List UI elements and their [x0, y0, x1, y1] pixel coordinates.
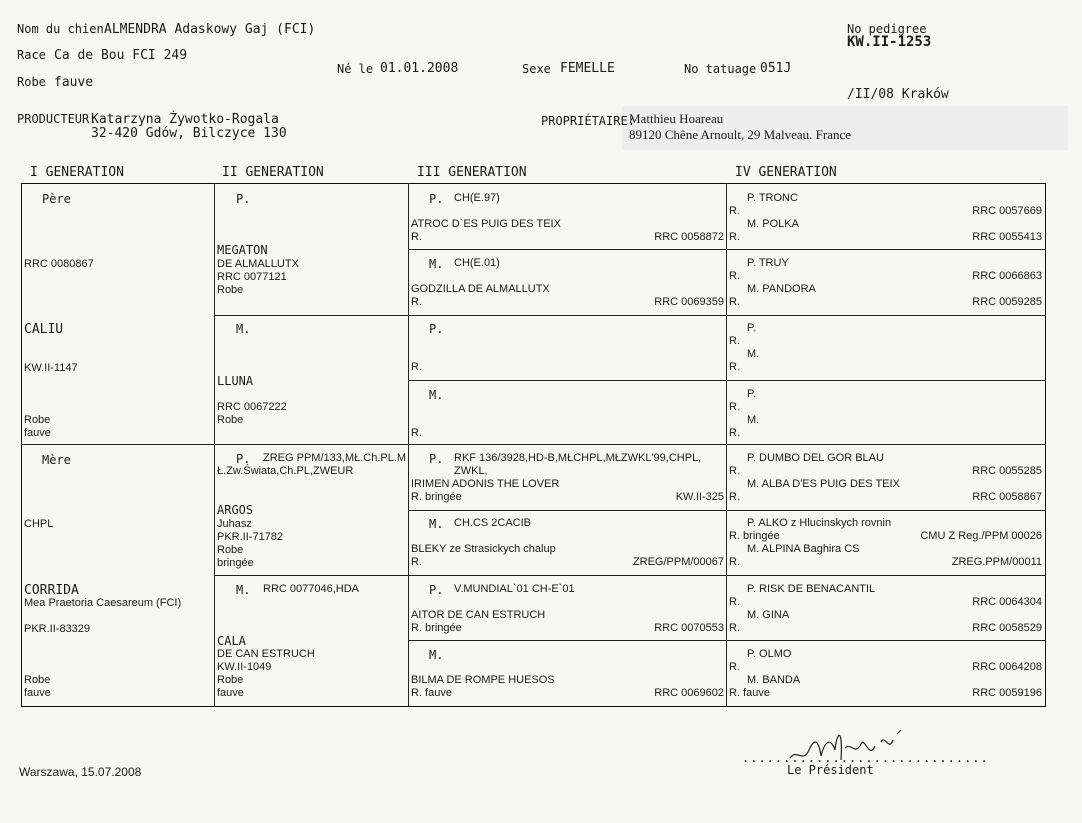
g2-p1-name2: DE ALMALLUTX [217, 258, 299, 270]
dam-color: fauve [24, 687, 51, 699]
coat-label: Robe [17, 75, 46, 89]
pedigree-label: No pedigree [847, 22, 927, 36]
g4-4-sire: P. DUMBO DEL GOR BLAU [747, 452, 884, 464]
row-divider-gen3-5 [408, 510, 1045, 511]
g2-m2-titles: RRC 0077046,HDA [263, 583, 359, 595]
g2-p2-reg: PKR.II-71782 [217, 531, 284, 543]
g2-p2-color: bringée [217, 557, 254, 569]
sire-robe: Robe [24, 414, 51, 426]
g2-m1-prefix: M. [236, 322, 251, 336]
g3-7-robe: R. fauve [411, 687, 452, 699]
signature-dotted-line: .............................. [742, 751, 989, 765]
dam-number: PKR.II-83329 [24, 623, 91, 635]
gen2-heading: II GENERATION [222, 165, 324, 180]
g2-m2-color: fauve [217, 687, 244, 699]
dam-robe: Robe [24, 674, 51, 686]
g4-7-sire-reg: RRC 0064208 [972, 661, 1042, 673]
g2-m2-name2: DE CAN ESTRUCH [217, 648, 315, 660]
sex-label: Sexe [522, 62, 551, 76]
gen1-heading: I GENERATION [30, 165, 124, 180]
g4-0-dam-reg: RRC 0055413 [972, 231, 1042, 243]
g4-1-sire-reg: RRC 0066863 [972, 270, 1042, 282]
sex: FEMELLE [560, 61, 615, 76]
dam-label: Mère [42, 453, 71, 467]
sire-number: KW.II-1147 [24, 362, 78, 374]
gen3-heading: III GENERATION [417, 165, 527, 180]
g3-7-prefix: M. [429, 648, 444, 662]
g4-7-sire-robe: R. [729, 661, 740, 673]
g3-3-robe: R. [411, 427, 422, 439]
pedigree-table [21, 183, 1046, 707]
born-date: 01.01.2008 [380, 61, 459, 76]
dog-name: ALMENDRA Adaskowy Gaj (FCI) [104, 22, 316, 37]
g3-4-robe: R. bringée [411, 491, 462, 503]
g4-6-dam: M. GINA [747, 609, 790, 621]
coat: fauve [54, 75, 94, 90]
owner-address: 89120 Chêne Arnoult, 29 Malveau. France [629, 127, 852, 142]
g3-1-titles: CH(E.01) [454, 257, 500, 269]
g4-7-dam-reg: RRC 0059196 [972, 687, 1042, 699]
row-divider-gen3-3 [408, 380, 1045, 381]
g3-5-prefix: M. [429, 517, 444, 531]
g2-p1-name1: MEGATON [217, 243, 268, 257]
g3-4-reg: KW.II-325 [675, 491, 724, 503]
row-divider-gen3-7 [408, 640, 1045, 641]
tattoo-label: No tatuage [684, 62, 757, 76]
breeder-label: PRODUCTEUR: [17, 112, 97, 126]
g2-p1-robe: Robe [217, 284, 244, 296]
row-divider-gen2-a [214, 315, 1045, 316]
breeder-name: Katarzyna Żywotko-Rogala [91, 112, 279, 127]
g4-1-sire: P. TRUY [747, 257, 789, 269]
born-label: Né le [337, 62, 374, 76]
g3-2-prefix: P. [429, 322, 444, 336]
g4-2-sire-robe: R. [729, 335, 740, 347]
g4-7-sire: P. OLMO [747, 648, 792, 660]
g4-1-dam: M. PANDORA [747, 283, 816, 295]
g2-m2-name1: CALA [217, 634, 246, 648]
g3-1-reg: RRC 0069359 [654, 296, 724, 308]
g3-7-reg: RRC 0069602 [654, 687, 724, 699]
g4-4-dam: M. ALBA D'ES PUIG DES TEIX [747, 478, 900, 490]
pedigree-number: KW.II-1253 [847, 34, 932, 50]
sire-name: CALIU [24, 322, 64, 337]
g2-p2-robe: Robe [217, 544, 244, 556]
g2-m2-reg: KW.II-1049 [217, 661, 272, 673]
dog-name-label: Nom du chien [17, 22, 104, 36]
g2-p1-prefix: P. [236, 192, 251, 206]
g2-p2-titles1: ZREG PPM/133,MŁ.Ch.PL.M [263, 452, 407, 464]
g3-4-titles: RKF 136/3928,HD-B,MŁCHPL,MŁZWKL'99,CHPL, [454, 452, 702, 464]
breed: Ca de Bou FCI 249 [54, 48, 188, 63]
g3-3-prefix: M. [429, 388, 444, 402]
g2-m2-robe: Robe [217, 674, 244, 686]
g4-3-dam-robe: R. [729, 427, 740, 439]
g3-2-robe: R. [411, 361, 422, 373]
g4-3-sire: P. [747, 388, 756, 400]
sire-reg: RRC 0080867 [24, 258, 94, 270]
g3-4-name: IRIMEN ADONIS THE LOVER [411, 478, 560, 490]
g4-3-dam: M. [747, 414, 760, 426]
place-date: Warszawa, 15.07.2008 [19, 765, 142, 779]
g4-5-dam-reg: ZREG.PPM/00011 [951, 556, 1042, 568]
g3-6-name: AITOR DE CAN ESTRUCH [411, 609, 546, 621]
g4-4-sire-robe: R. [729, 465, 740, 477]
g4-1-dam-robe: R. [729, 296, 740, 308]
g2-p2-kennel: Juhasz [217, 518, 252, 530]
g4-5-dam: M. ALPINA Baghira CS [747, 543, 860, 555]
g4-0-sire-robe: R. [729, 205, 740, 217]
owner-name: Matthieu Hoareau [629, 111, 724, 126]
g2-p2-prefix: P. [236, 452, 251, 466]
g4-0-sire: P. TRONC [747, 192, 798, 204]
g3-5-titles: CH.CS 2CACIB [454, 517, 532, 529]
g4-2-sire: P. [747, 322, 756, 334]
owner-label: PROPRIÉTAIRE: [541, 114, 635, 128]
g3-6-reg: RRC 0070553 [654, 622, 724, 634]
g3-0-name: ATROC D`ES PUIG DES TEIX [411, 218, 561, 230]
g4-1-sire-robe: R. [729, 270, 740, 282]
g2-m1-name: LLUNA [217, 374, 254, 388]
g4-6-sire: P. RISK DE BENACANTIL [747, 583, 876, 595]
g3-5-robe: R. [411, 556, 422, 568]
g4-5-dam-robe: R. [729, 556, 740, 568]
g3-0-robe: R. [411, 231, 422, 243]
issue-date: /II/08 Kraków [847, 87, 949, 102]
g4-4-sire-reg: RRC 0055285 [972, 465, 1042, 477]
dam-kennel: Mea Praetoria Caesareum (FCI) [24, 597, 182, 609]
g4-4-dam-robe: R. [729, 491, 740, 503]
breeder-address: 32-420 Gdów, Bilczyce 130 [91, 126, 287, 141]
g4-5-sire-robe: R. bringée [729, 530, 780, 542]
row-divider-gen2-b [214, 575, 1045, 576]
g3-0-prefix: P. [429, 192, 444, 206]
g4-7-dam-robe: R. fauve [729, 687, 770, 699]
g2-m1-reg: RRC 0067222 [217, 401, 287, 413]
g4-5-sire-reg: CMU Z Reg./PPM 00026 [920, 530, 1042, 542]
g2-p1-reg: RRC 0077121 [217, 271, 287, 283]
dam-title: CHPL [24, 518, 54, 530]
g2-m1-robe: Robe [217, 414, 244, 426]
breed-label: Race [17, 48, 46, 62]
row-divider-gen1 [21, 444, 1045, 445]
g3-1-prefix: M. [429, 257, 444, 271]
g3-5-name: BLEKY ze Strasickych chalup [411, 543, 556, 555]
president-label: Le Président [787, 763, 874, 777]
g3-0-titles: CH(E.97) [454, 192, 500, 204]
g3-5-reg: ZREG/PPM/00067 [632, 556, 724, 568]
g4-0-dam: M. POLKA [747, 218, 799, 230]
g4-6-dam-robe: R. [729, 622, 740, 634]
g4-6-sire-reg: RRC 0064304 [972, 596, 1042, 608]
tattoo: 051J [760, 61, 792, 76]
g4-2-dam-robe: R. [729, 361, 740, 373]
g4-0-sire-reg: RRC 0057669 [972, 205, 1042, 217]
g3-6-prefix: P. [429, 583, 444, 597]
g4-7-dam: M. BANDA [747, 674, 801, 686]
g3-0-reg: RRC 0058872 [654, 231, 724, 243]
g4-6-sire-robe: R. [729, 596, 740, 608]
g3-1-name: GODZILLA DE ALMALLUTX [411, 283, 550, 295]
row-divider-gen3-1 [408, 249, 1045, 250]
sire-label: Père [42, 192, 71, 206]
g4-0-dam-robe: R. [729, 231, 740, 243]
g4-6-dam-reg: RRC 0058529 [972, 622, 1042, 634]
sire-color: fauve [24, 427, 51, 439]
g3-1-robe: R. [411, 296, 422, 308]
g4-1-dam-reg: RRC 0059285 [972, 296, 1042, 308]
g3-4-prefix: P. [429, 452, 444, 466]
g3-6-robe: R. bringée [411, 622, 462, 634]
g4-3-sire-robe: R. [729, 401, 740, 413]
g2-p2-name: ARGOS [217, 503, 254, 517]
g3-4-titles2: ZWKL, [454, 465, 488, 477]
g3-6-titles: V.MUNDIAL`01 CH-E`01 [454, 583, 575, 595]
dam-name: CORRIDA [24, 583, 79, 598]
gen4-heading: IV GENERATION [735, 165, 837, 180]
g4-2-dam: M. [747, 348, 760, 360]
g2-m2-prefix: M. [236, 583, 251, 597]
g2-p2-titles2: Ł.Zw.Świata,Ch.PL,ZWEUR [217, 465, 354, 477]
g3-7-name: BILMA DE ROMPE HUESOS [411, 674, 555, 686]
g4-4-dam-reg: RRC 0058867 [972, 491, 1042, 503]
signature [785, 720, 915, 775]
g4-5-sire: P. ALKO z Hlucinskych rovnin [747, 517, 892, 529]
